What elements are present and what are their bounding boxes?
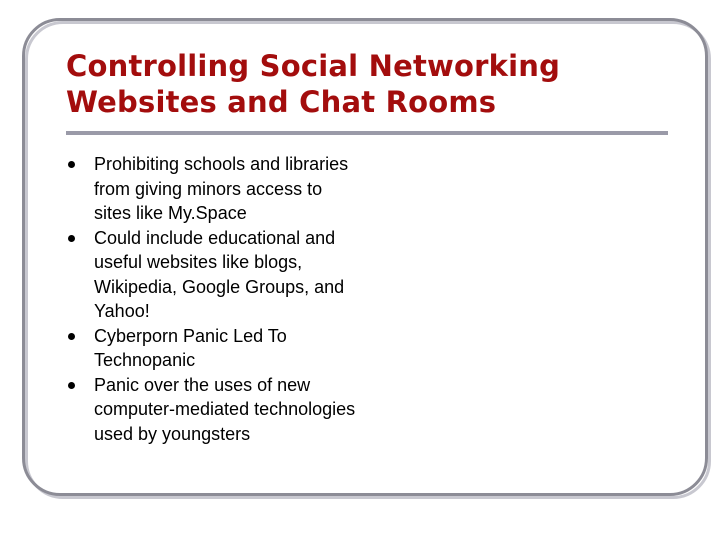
title-line-2: Websites and Chat Rooms <box>66 85 497 119</box>
bullet-item <box>66 373 366 447</box>
bullet-text: Could include educational and useful websites like blogs, Wikipedia, Google Groups, and Yahoo! <box>94 227 345 321</box>
slide-title <box>66 48 666 120</box>
title-line-1: Controlling Social Networking <box>66 49 561 83</box>
bullet-item <box>66 226 366 324</box>
bullet-text: Prohibiting schools and libraries from giving minors access to sites like My.Space <box>94 154 349 223</box>
bullet-text: Panic over the uses of new computer-mediated technologies used by youngsters <box>94 374 356 444</box>
bullet-text: Cyberporn Panic Led To Technopanic <box>94 325 287 370</box>
bullet-dot-icon <box>68 161 75 168</box>
bullet-dot-icon <box>68 382 75 389</box>
bullet-item <box>66 152 366 226</box>
bullet-list <box>66 152 366 446</box>
title-divider <box>66 131 668 135</box>
bullet-dot-icon <box>68 235 75 242</box>
bullet-item <box>66 324 366 373</box>
bullet-dot-icon <box>68 333 75 340</box>
